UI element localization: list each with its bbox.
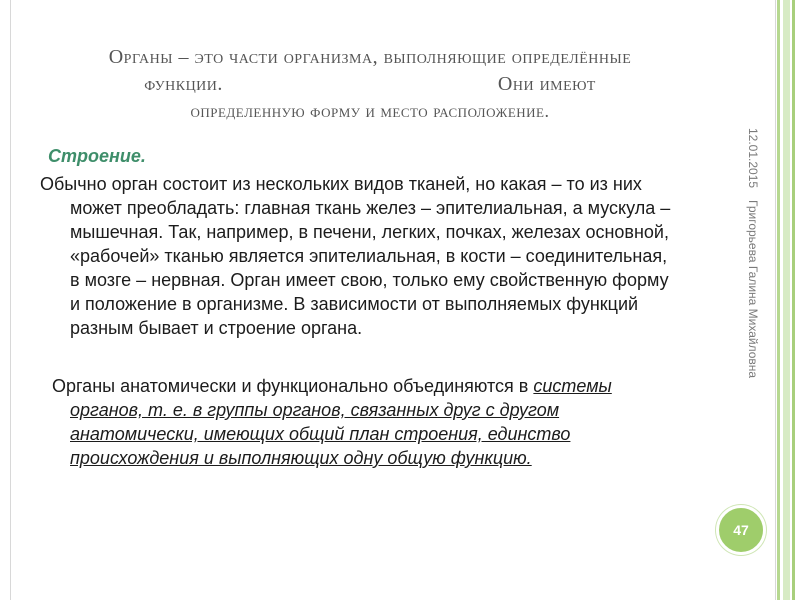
decor-stripe: [792, 0, 795, 600]
slide-body: [40, 144, 680, 470]
decor-stripe: [783, 0, 790, 600]
slide-title: [60, 44, 680, 125]
title-line: определенную форму и место расположение.: [190, 101, 550, 121]
title-line: функции. Они имеют: [144, 73, 596, 95]
decor-stripe: [777, 0, 780, 600]
body-paragraph: Обычно орган состоит из нескольких видов тканей, но какая – то из них может преобладать: главная ткань желез – эпителиальная, а мускула – мышечная. Так, например, в печени, легких, почках, железах основной, «рабочей» тканью является эпителиальная, в кости – соединительная, в мозге – нервная. Орган имеет свою, только ему свойственную форму и положение в организме. В зависимости от выполняемых функций разным бывает и строение органа.: [40, 174, 671, 338]
section-heading: Строение.: [48, 146, 146, 166]
paragraph-intro: Органы анатомически и функционально объединяются в: [52, 376, 534, 396]
slide-author: Григорьева Галина Михайловна: [746, 200, 760, 379]
emphasized-definition: системы органов, т. е. в группы органов, связанных друг с другом анатомически, имеющих общий план строения, единство происхождения и выполняющих одну общую функцию.: [70, 376, 612, 468]
title-line: Органы – это части организма, выполняющие определённые: [108, 46, 632, 68]
slide-date: 12.01.2015: [746, 128, 760, 189]
body-paragraph: [40, 374, 680, 470]
page-number-badge: 47: [716, 505, 766, 555]
